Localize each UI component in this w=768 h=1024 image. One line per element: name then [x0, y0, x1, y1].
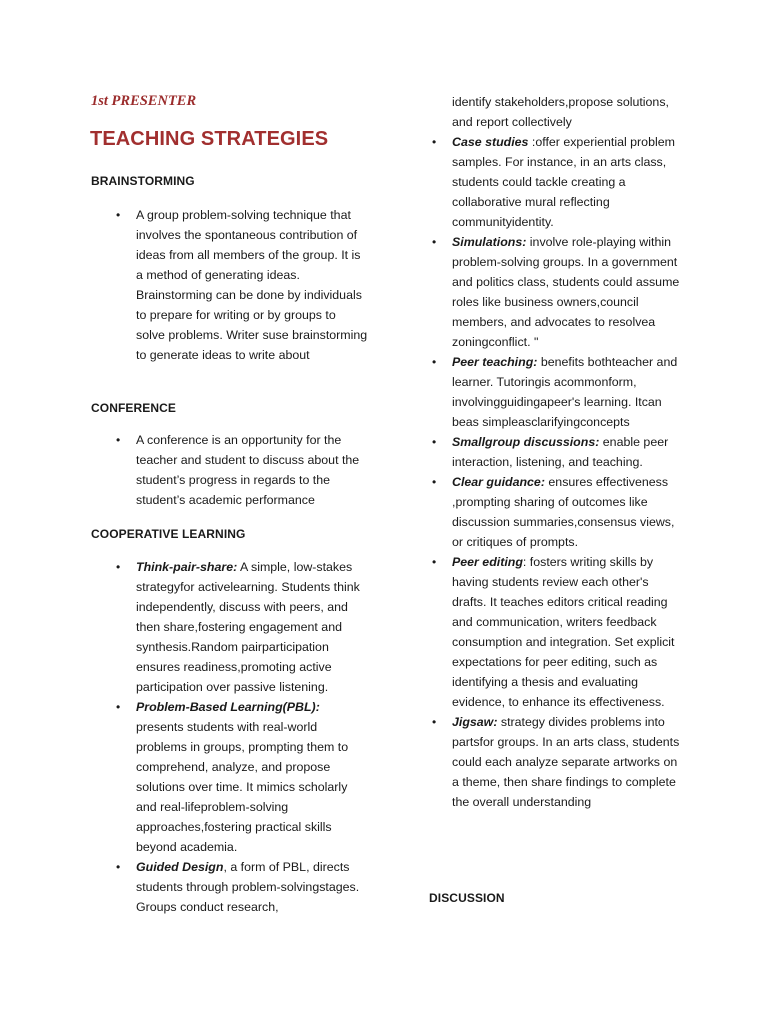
- term: Smallgroup discussions:: [452, 435, 600, 449]
- bullet-icon: •: [116, 860, 121, 874]
- list-item: • Think-pair-share: A simple, low-stakes strategyfor activelearning. Students think independently, discuss with peers, and then share,fostering engagement and synthesis.Random pairparticipation ensures readiness,promoting active participation over passive listening.: [136, 557, 366, 697]
- heading-conference: CONFERENCE: [91, 401, 177, 415]
- bullet-icon: •: [432, 715, 437, 729]
- bullet-icon: •: [432, 435, 437, 449]
- term: Jigsaw:: [452, 715, 498, 729]
- heading-cooperative-learning: COOPERATIVE LEARNING: [91, 527, 246, 541]
- page-title: TEACHING STRATEGIES: [90, 128, 329, 150]
- list-item: • Jigsaw: strategy divides problems into partsfor groups. In an arts class, students could each analyze separate artworks on a theme, then share findings to complete the overall understanding: [452, 712, 684, 812]
- bullet-icon: •: [116, 560, 121, 574]
- brainstorming-list: [116, 205, 368, 365]
- list-item: • Peer editing: fosters writing skills by having students review each other's drafts. It teaches editors critical reading and communication, writers feedback consumption and integration. Set explicit expectations for peer editing, such as identifying a thesis and evaluating evidence, to enhance its effectiveness.: [452, 552, 684, 712]
- term: Guided Design: [136, 860, 224, 874]
- list-item: • Peer teaching: benefits bothteacher and learner. Tutoringis acommonform, involvingguidingapeer's learning. Itcan beas simpleasclarifyingconcepts: [452, 352, 684, 432]
- cooperative-list: [116, 557, 366, 917]
- term: Peer teaching:: [452, 355, 538, 369]
- term: Think-pair-share:: [136, 560, 238, 574]
- term: Case studies: [452, 135, 529, 149]
- list-item: • Clear guidance: ensures effectiveness ,prompting sharing of outcomes like discussion summaries,consensus views, or critiques of prompts.: [452, 472, 684, 552]
- heading-discussion: DISCUSSION: [429, 891, 505, 905]
- bullet-icon: •: [116, 700, 121, 714]
- heading-brainstorming: BRAINSTORMING: [91, 174, 195, 188]
- bullet-icon: •: [432, 135, 437, 149]
- list-item: • Case studies :offer experiential problem samples. For instance, in an arts class, students could tackle creating a collaborative mural reflecting communityidentity.: [452, 132, 684, 232]
- bullet-icon: •: [432, 555, 437, 569]
- term: Clear guidance:: [452, 475, 545, 489]
- term: Simulations:: [452, 235, 527, 249]
- term: Peer editing: [452, 555, 523, 569]
- bullet-icon: •: [432, 475, 437, 489]
- bullet-icon: •: [116, 433, 121, 447]
- conference-list: [116, 430, 364, 510]
- list-item: • Guided Design, a form of PBL, directs students through problem-solvingstages. Groups conduct research,: [136, 857, 366, 917]
- list-item: • Simulations: involve role-playing within problem-solving groups. In a government and politics class, students could assume roles like business owners,council members, and advocates to resolvea zoningconflict. ": [452, 232, 684, 352]
- term: Problem-Based Learning(PBL):: [136, 700, 320, 714]
- list-item: • A conference is an opportunity for the teacher and student to discuss about the student’s progress in regards to the student’s academic performance: [136, 430, 364, 510]
- presenter-label: 1st PRESENTER: [91, 93, 197, 109]
- list-item: • Problem-Based Learning(PBL): presents students with real-world problems in groups, prompting them to comprehend, analyze, and propose solutions over time. It mimics scholarly and real-lifeproblem-solving approaches,fostering practical skills beyond academia.: [136, 697, 366, 857]
- list-item: • Smallgroup discussions: enable peer interaction, listening, and teaching.: [452, 432, 684, 472]
- bullet-icon: •: [432, 235, 437, 249]
- strategies-list: [432, 132, 684, 812]
- list-item: • A group problem-solving technique that involves the spontaneous contribution of ideas from all members of the group. It is a method of generating ideas. Brainstorming can be done by individuals to prepare for writing or by groups to solve problems. Writer suse brainstorming to generate ideas to write about: [136, 205, 368, 365]
- bullet-icon: •: [432, 355, 437, 369]
- continued-text: identify stakeholders,propose solutions, and report collectively: [452, 95, 669, 129]
- bullet-icon: •: [116, 208, 121, 222]
